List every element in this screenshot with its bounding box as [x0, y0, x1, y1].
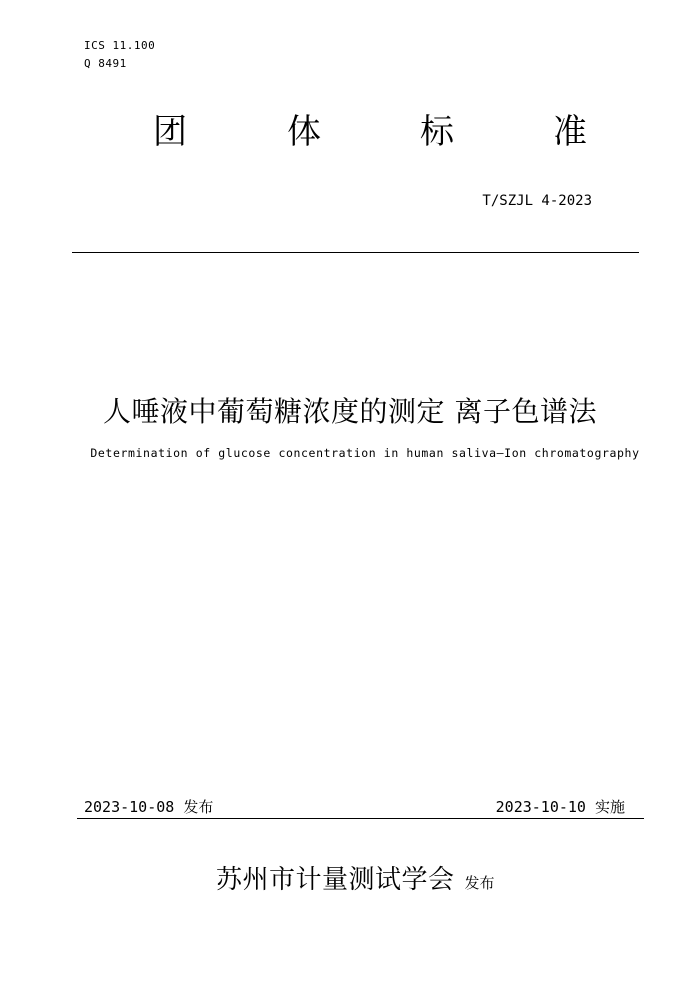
bottom-divider	[77, 818, 644, 819]
ics-code: ICS 11.100	[84, 39, 156, 52]
standard-type-char-4: 准	[553, 112, 587, 152]
issuer-line	[216, 859, 495, 896]
ccs-code: Q 8491	[84, 57, 127, 70]
standard-number: T/SZJL 4-2023	[482, 193, 592, 209]
standard-type-char-3: 标	[420, 112, 454, 152]
standard-type-char-1: 团	[153, 112, 187, 152]
top-divider	[72, 252, 639, 253]
issuer-name: 苏州市计量测试学会	[216, 865, 455, 895]
issuer-suffix: 发布	[464, 874, 495, 892]
document-title-english: Determination of glucose concentration in human saliva—Ion chromatography	[90, 446, 640, 460]
standard-type-char-2: 体	[287, 112, 321, 152]
publish-date: 2023-10-08 发布	[84, 798, 214, 816]
implement-date: 2023-10-10 实施	[495, 798, 625, 816]
document-title-chinese: 人唾液中葡萄糖浓度的测定 离子色谱法	[103, 395, 597, 428]
